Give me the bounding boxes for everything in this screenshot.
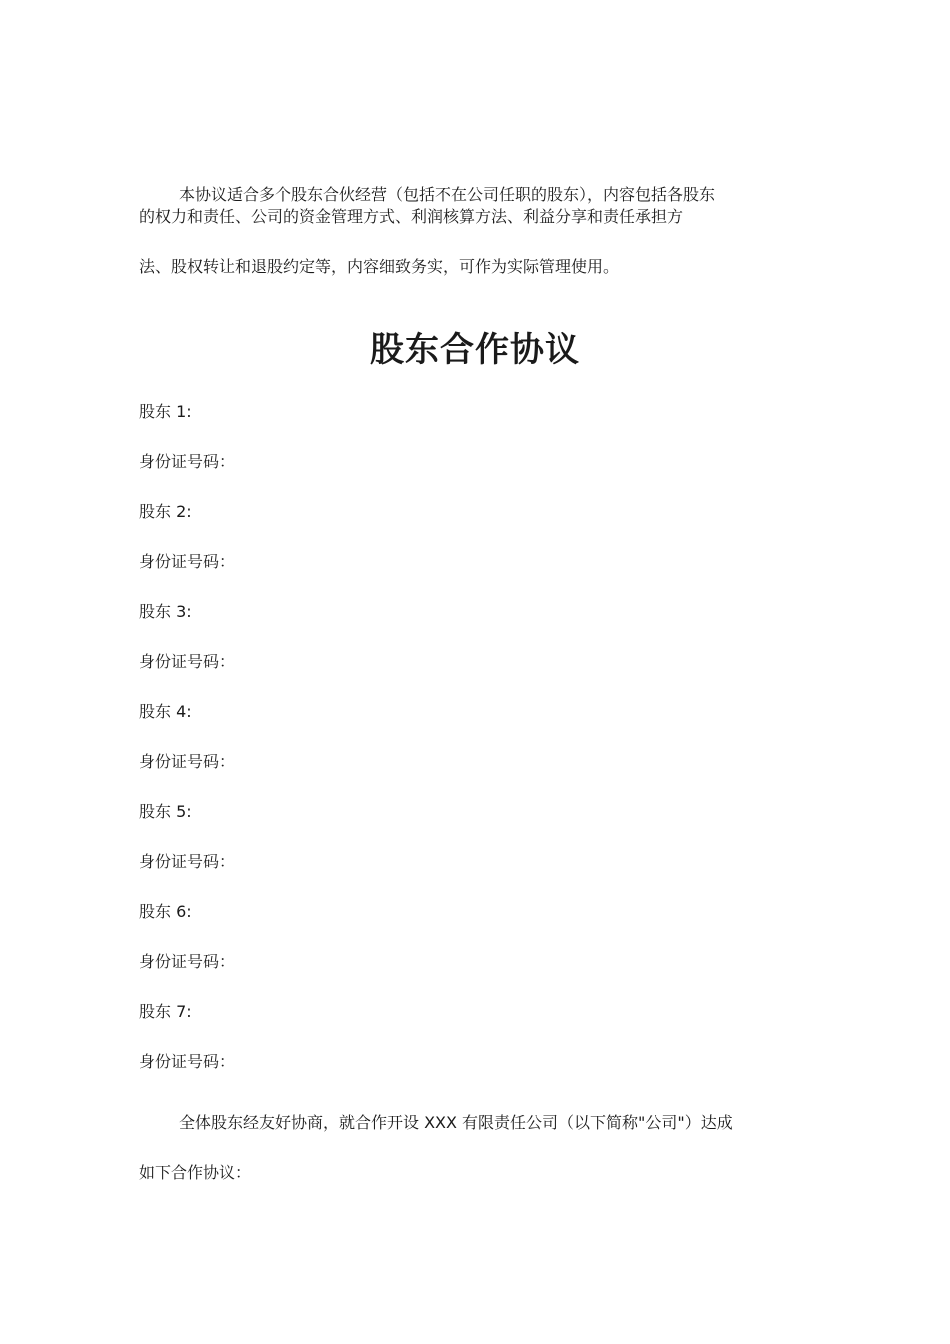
shareholder-7-id-label: 身份证号码： (139, 1052, 236, 1071)
intro-paragraph (139, 184, 819, 278)
closing-line-1: 全体股东经友好协商，就合作开设 XXX 有限责任公司（以下简称"公司"）达成 (179, 1113, 733, 1132)
shareholder-2-id-label: 身份证号码： (139, 552, 236, 571)
shareholder-4-id-label: 身份证号码： (139, 752, 236, 771)
shareholder-6-label: 股东 6: (139, 902, 192, 921)
shareholder-1-label: 股东 1: (139, 402, 192, 421)
shareholder-1-id-label: 身份证号码： (139, 452, 236, 471)
shareholder-6-id-label: 身份证号码： (139, 952, 236, 971)
shareholder-5-label: 股东 5: (139, 802, 192, 821)
shareholder-5-id-label: 身份证号码： (139, 852, 236, 871)
parties-list (139, 400, 819, 1100)
shareholder-7-label: 股东 7: (139, 1002, 192, 1021)
document-title: 股东合作协议 (370, 330, 580, 370)
shareholder-4-label: 股东 4: (139, 702, 192, 721)
closing-paragraph (139, 1110, 819, 1186)
shareholder-3-label: 股东 3: (139, 602, 192, 621)
intro-line-1: 本协议适合多个股东合伙经营（包括不在公司任职的股东），内容包括各股东 (179, 185, 716, 204)
intro-line-3: 法、股权转让和退股约定等，内容细致务实，可作为实际管理使用。 (139, 257, 620, 276)
closing-line-2: 如下合作协议： (139, 1163, 252, 1182)
intro-line-2: 的权力和责任、公司的资金管理方式、利润核算方法、利益分享和责任承担方 (139, 207, 684, 226)
shareholder-3-id-label: 身份证号码： (139, 652, 236, 671)
shareholder-2-label: 股东 2: (139, 502, 192, 521)
